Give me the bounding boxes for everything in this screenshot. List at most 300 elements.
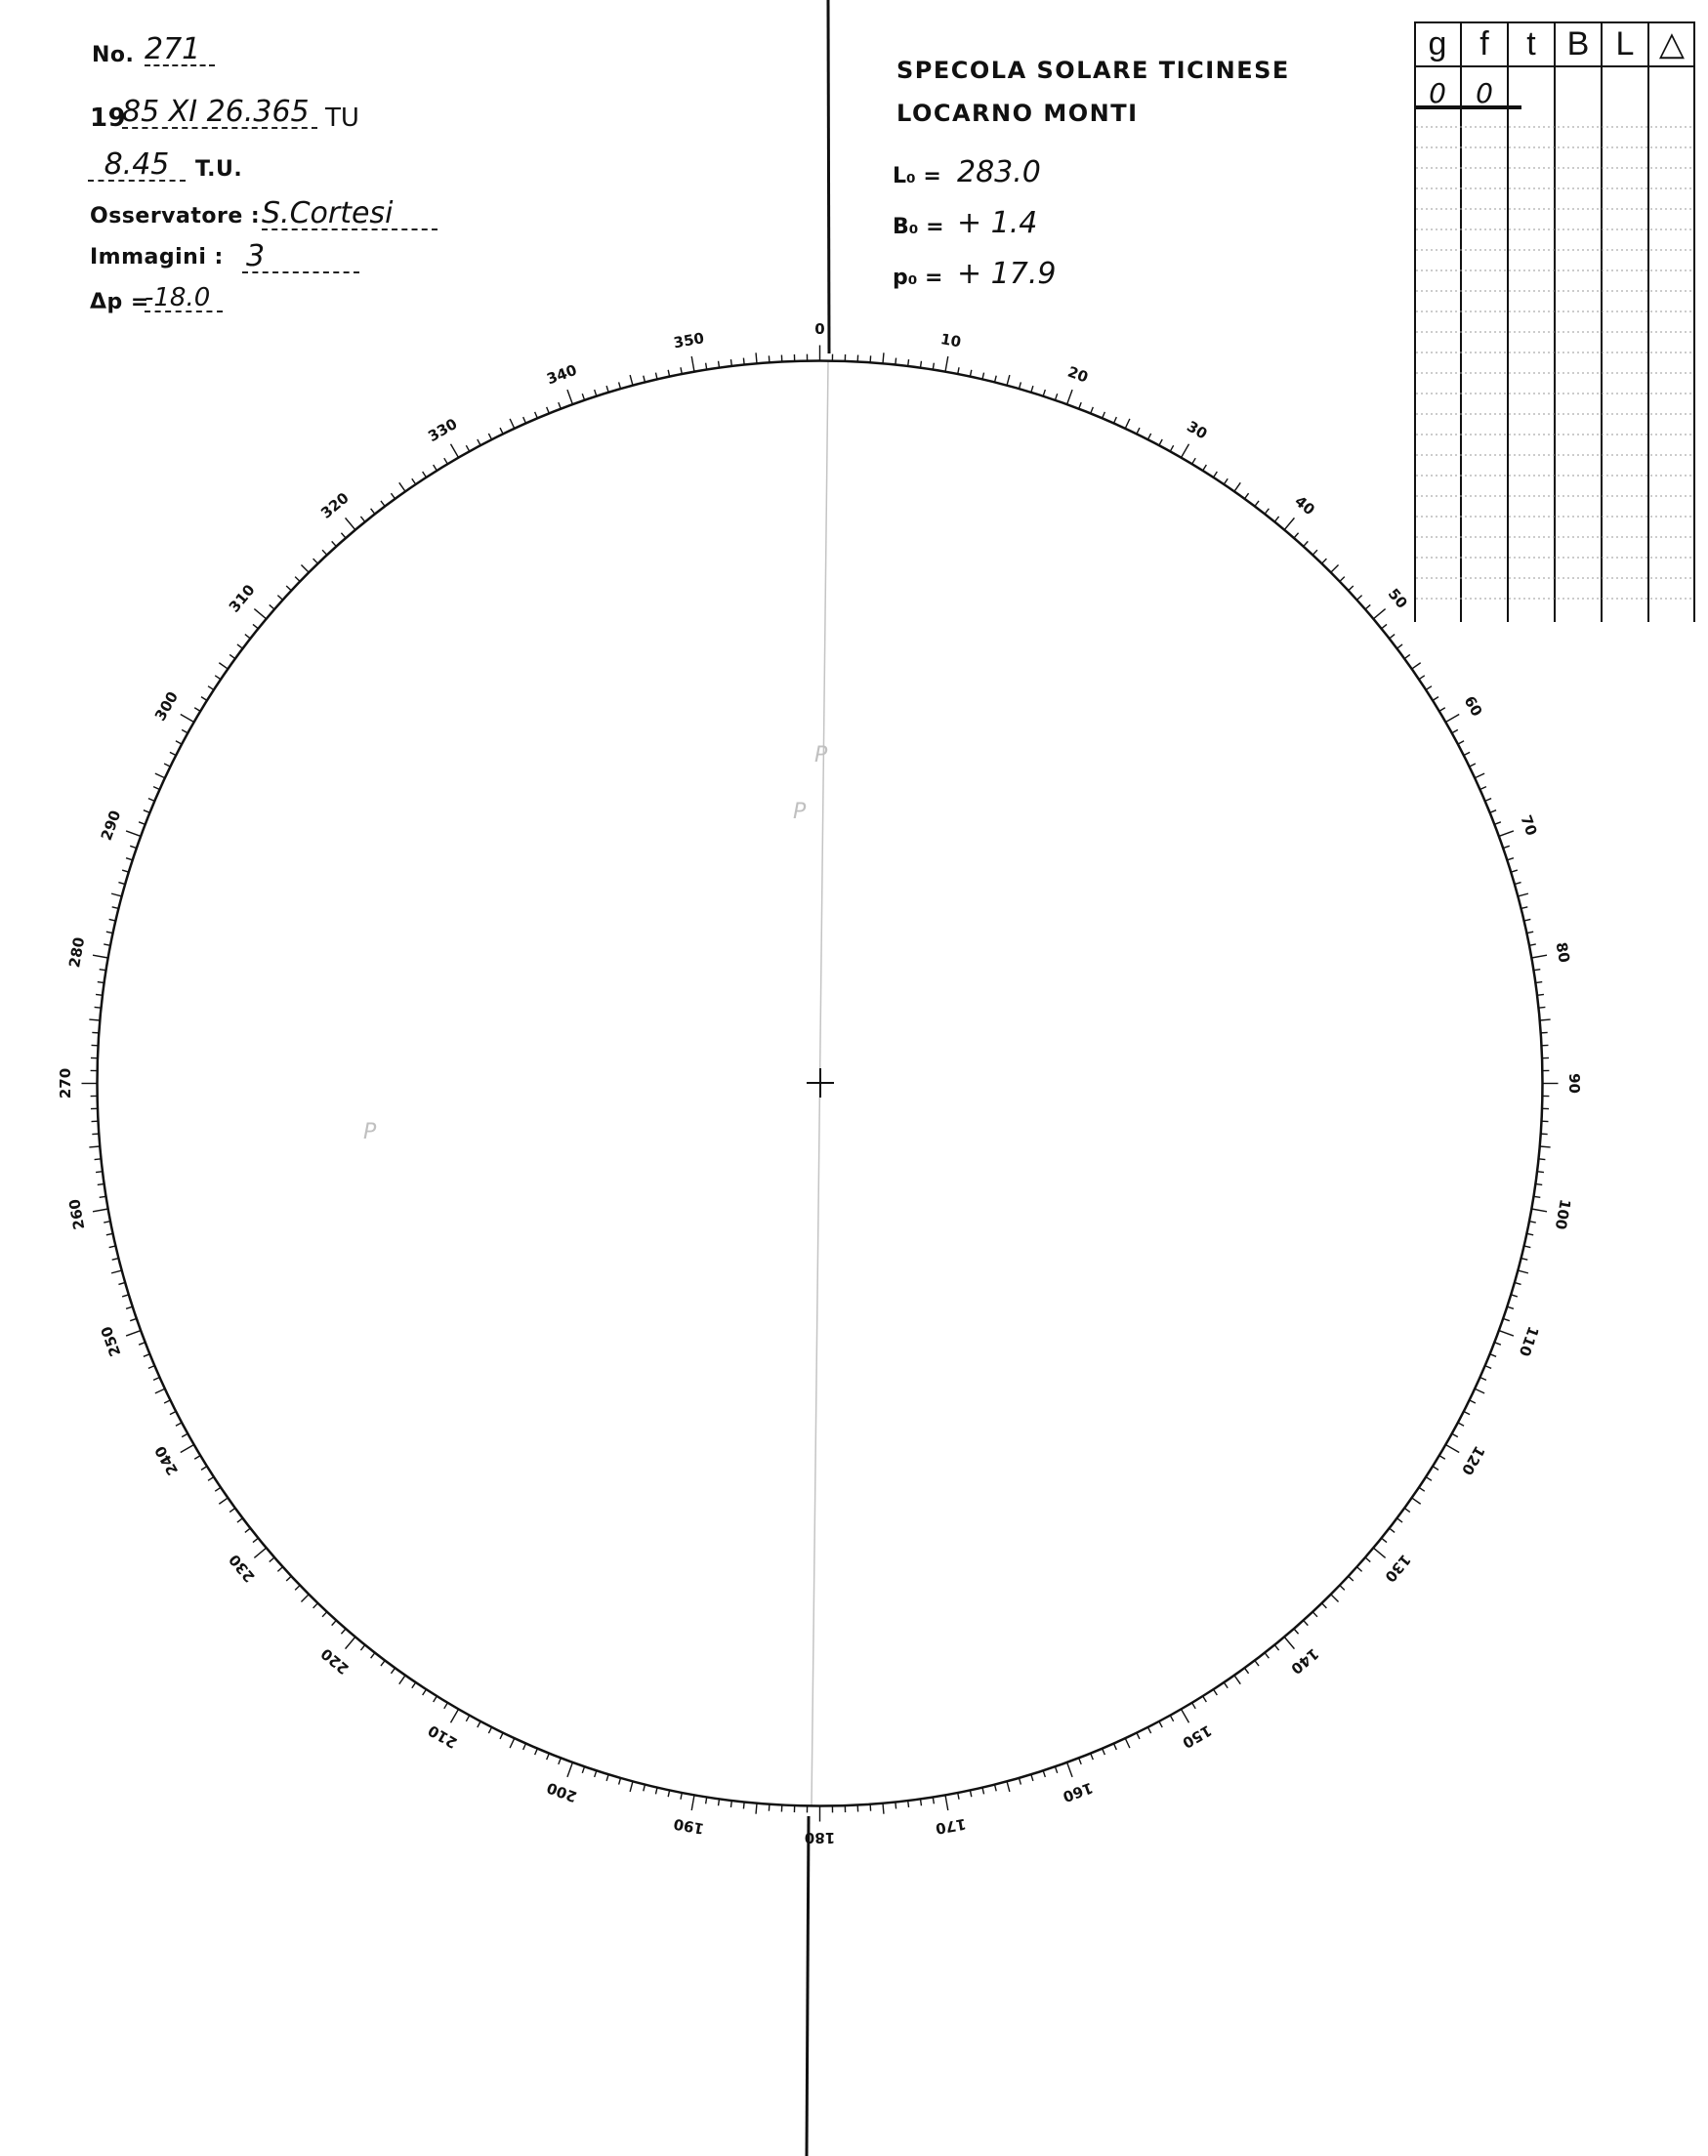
scale-tick [451,444,459,458]
scale-label: 70 [1517,812,1541,839]
scale-tick [1439,1456,1445,1460]
scale-tick [970,1790,971,1797]
scale-tick [466,1716,469,1721]
scale-tick [164,1400,170,1403]
scale-tick [630,375,633,386]
scale-tick [606,1774,608,1781]
scale-tick [1503,1318,1510,1320]
scale-tick [1524,1246,1531,1248]
scale-tick [523,417,526,423]
scale-tick [182,729,187,732]
scale-tick [1404,654,1410,658]
images-label: Immagini : [90,245,224,270]
scale-tick [500,428,503,434]
scale-tick [176,741,182,744]
scale-tick [109,919,116,921]
scale-tick [606,386,608,393]
scale-tick [1055,394,1057,400]
scale-tick [547,1754,550,1760]
scale-tick [1331,564,1339,572]
scale-tick [559,402,562,409]
scale-label: 100 [1551,1197,1574,1231]
scale-tick [93,1209,108,1212]
scale-tick [1043,1770,1045,1777]
scale-tick [122,1295,129,1297]
scale-label: 110 [1515,1323,1543,1359]
scale-tick [1113,417,1116,423]
observatory-name: SPECOLA SOLARE TICINESE [896,57,1290,84]
scale-tick [122,870,129,872]
scale-label: 340 [544,360,580,389]
scale-tick [1538,1159,1545,1160]
scale-tick [130,846,137,848]
scale-tick [286,1576,291,1581]
scale-tick [1485,799,1491,802]
pencil-mark: P [363,1120,377,1144]
L0-value: 283.0 [957,155,1041,189]
scale-tick [1007,1781,1010,1792]
scale-tick [478,1721,480,1727]
scale-tick [1356,596,1361,601]
scale-tick [245,1528,251,1532]
scale-tick [194,708,200,712]
observer-label: Osservatore : [90,204,261,228]
scale-tick [1265,509,1269,515]
scale-tick [1103,1749,1105,1755]
scale-tick [111,893,122,896]
scale-tick [1224,478,1228,484]
delta-p-label: Δp = [90,290,149,314]
scale-tick [1426,686,1432,690]
scale-tick [1113,1744,1116,1750]
scale-tick [313,1603,318,1608]
scale-tick [1503,846,1510,848]
images-value: 3 [242,242,359,273]
scale-tick [743,358,744,365]
scale-tick [1485,1366,1491,1369]
scale-tick [130,1318,137,1320]
scale-tick [1537,1172,1544,1173]
scale-tick [95,1007,102,1008]
scale-tick [391,1668,395,1674]
scale-label: 50 [1384,585,1411,612]
scale-tick [144,1354,149,1357]
scale-tick [1274,1645,1278,1650]
scale-label: 140 [1287,1644,1322,1679]
scale-tick [1396,644,1402,648]
scale-tick [144,810,149,813]
scale-tick [237,1518,243,1522]
scale-tick [153,1377,159,1380]
scale-tick [1255,501,1259,507]
scale-tick [1365,604,1370,609]
scale-tick [194,1456,200,1460]
scale-tick [98,982,104,983]
scale-tick [1192,1703,1196,1709]
scale-tick [1445,715,1459,723]
scale-tick [391,493,395,499]
scale-tick [559,1758,562,1764]
scale-tick [1349,586,1354,591]
scale-tick [1445,1445,1459,1453]
scale-tick [1531,955,1547,958]
scale-label: 150 [1179,1721,1215,1753]
scale-label: 240 [150,1442,183,1478]
scale-tick [170,1411,176,1414]
scale-tick [1265,1653,1269,1659]
scale-tick [1475,773,1484,778]
scale-tick [510,419,515,429]
scale-tick [523,1744,526,1750]
scale-tick [668,1790,669,1797]
scale-tick [1079,1758,1082,1764]
scale-tick [1091,407,1094,413]
col-head-f: f [1479,25,1489,62]
number-value: 271 [145,35,215,66]
scale-tick [691,1795,694,1810]
scale-label: 250 [97,1323,125,1359]
scale-tick [286,586,291,591]
scale-tick [434,1696,437,1702]
scale-tick [245,635,251,639]
scale-label: 120 [1457,1442,1489,1478]
scale-tick [148,799,154,802]
scale-tick [95,1159,102,1160]
scale-tick [254,1548,266,1557]
scale-label: 320 [317,488,353,522]
scale-tick [1234,482,1240,491]
scale-tick [1304,541,1309,546]
scale-tick [1147,434,1150,439]
scale-tick [399,482,405,491]
scale-tick [1079,402,1082,409]
scale-tick [219,663,228,669]
scale-tick [1475,1389,1484,1393]
scale-tick [1224,1682,1228,1688]
scale-tick [270,1557,274,1562]
scale-tick [112,907,119,909]
scale-tick [1531,1209,1547,1212]
scale-tick [478,439,480,445]
cell-f-value: 0 [1476,77,1493,109]
scale-label: 60 [1460,692,1486,720]
scale-tick [1494,822,1501,825]
scale-tick [118,1282,125,1284]
scale-tick [995,376,997,383]
scale-tick [93,955,108,958]
scale-tick [111,1270,122,1273]
scale-tick [1458,1423,1464,1426]
scale-tick [253,1538,258,1542]
scale-tick [1349,1576,1354,1581]
scale-tick [1540,1019,1551,1020]
scale-label: 160 [1060,1778,1096,1806]
scale-tick [1055,1766,1057,1773]
scale-tick [1494,1343,1501,1346]
scale-tick [730,359,731,366]
scale-tick [1294,1629,1299,1634]
scale-tick [98,1183,104,1184]
delta-p-value: -18.0 [145,285,223,312]
scale-tick [908,359,909,366]
scale-label: 330 [425,414,461,446]
scale-tick [89,1019,100,1020]
scale-tick [126,831,141,836]
scale-label: 170 [934,1814,968,1838]
scale-tick [1464,1411,1470,1414]
vertical-axis-bottom [807,1816,809,2156]
scale-tick [434,465,437,471]
scale-tick [341,533,346,538]
scale-tick [295,1586,300,1591]
scale-tick [1507,858,1514,860]
scale-tick [1043,390,1045,396]
scale-tick [1170,445,1173,451]
scale-tick [644,1785,646,1792]
scale-tick [619,1778,621,1785]
scale-tick [982,373,984,380]
pencil-mark: P [793,800,807,824]
scale-label: 300 [150,688,183,725]
scale-tick [1147,1727,1150,1733]
scale-tick [719,1799,720,1805]
scale-tick [982,1788,984,1795]
col-head-B: B [1566,25,1590,62]
scale-tick [126,1306,133,1308]
scale-tick [1031,386,1033,393]
scale-tick [1031,1774,1033,1781]
scale-tick [1499,831,1514,836]
scale-tick [1284,1637,1294,1648]
scale-tick [106,1233,113,1234]
scale-tick [96,994,103,995]
scale-tick [423,1689,427,1695]
scale-tick [215,676,221,680]
scale-tick [655,1788,657,1795]
scale-tick [510,1738,515,1748]
scale-tick [488,434,491,439]
scale-tick [1067,1762,1072,1777]
scale-tick [360,1645,364,1650]
scale-tick [1404,1508,1410,1512]
pencil-mark: P [814,743,828,767]
scale-tick [270,604,274,609]
scale-tick [1515,883,1521,885]
scale-tick [254,609,266,619]
scale-tick [96,1172,103,1173]
scale-tick [970,370,971,377]
scale-tick [920,1799,921,1805]
scale-tick [1091,1754,1094,1760]
scale-tick [1214,472,1218,477]
scale-tick [412,1682,416,1688]
scale-tick [1322,1603,1327,1608]
scale-tick [630,1781,633,1792]
scale-tick [208,1477,214,1481]
time-value: 8.45 [88,150,186,182]
date-value: 85 XI 26.365 [122,98,317,129]
scale-tick [595,1770,597,1777]
scale-tick [229,1508,235,1512]
scale-tick [500,1733,503,1739]
scale-label: 350 [672,329,706,352]
scale-tick [208,686,214,690]
scale-tick [1125,419,1130,429]
col-head-g: g [1428,25,1447,62]
scale-label: 270 [57,1067,74,1099]
scale-tick [1540,1146,1551,1147]
scale-label: 230 [225,1551,259,1586]
scale-tick [1490,1354,1496,1357]
scale-tick [1515,1282,1521,1284]
scale-label: 290 [97,808,125,844]
scale-tick [1322,559,1327,563]
scale-tick [1511,870,1518,872]
scale-tick [908,1801,909,1807]
scale-tick [444,1703,448,1709]
scale-tick [1382,624,1387,628]
scale-label: 90 [1565,1073,1583,1094]
date-suffix: TU [325,104,359,133]
scale-label: 260 [65,1197,89,1231]
scale-tick [1452,729,1458,732]
scale-tick [371,1653,375,1659]
scale-label: 80 [1552,940,1573,965]
B0-label: B₀ = [893,215,944,239]
scale-tick [399,1676,405,1684]
cell-g-value: 0 [1429,77,1446,109]
scale-tick [1480,787,1486,790]
scale-tick [423,472,427,477]
scale-tick [1396,1518,1402,1522]
scale-tick [253,624,258,628]
scale-tick [181,715,194,723]
scale-tick [655,373,657,380]
scale-tick [582,1766,584,1773]
scale-tick [155,1389,165,1393]
scale-tick [883,1804,884,1814]
scale-tick [1452,1433,1458,1436]
scale-tick [237,644,243,648]
scale-tick [1426,1477,1432,1481]
scale-tick [1312,550,1317,555]
vertical-axis-top [828,0,829,353]
scale-tick [995,1785,997,1792]
scale-tick [371,509,375,515]
scale-tick [341,1629,346,1634]
scale-tick [412,478,416,484]
scale-tick [1007,375,1010,386]
scale-tick [1433,697,1438,701]
scale-tick [582,394,584,400]
scale-tick [1019,1778,1021,1785]
scale-tick [1526,1233,1533,1234]
scale-tick [176,1423,182,1426]
scale-tick [229,654,235,658]
scale-label: 0 [814,320,825,338]
scale-label: 180 [804,1829,836,1846]
scale-tick [1490,810,1496,813]
scale-tick [148,1366,154,1369]
scale-tick [1518,1270,1528,1273]
scale-label: 200 [544,1778,580,1806]
col-head-L: L [1615,25,1635,62]
scale-label: 280 [65,935,89,970]
p0-label: p₀ = [893,266,943,290]
time-suffix: T.U. [195,157,243,182]
scale-tick [1537,994,1544,995]
scale-tick [451,1709,459,1722]
scale-tick [126,1331,141,1336]
scale-tick [381,501,385,507]
B0-value: + 1.4 [957,206,1038,240]
scale-tick [346,518,355,529]
scale-tick [1412,663,1421,669]
scale-tick [756,352,757,363]
scale-tick [743,1802,744,1808]
scale-tick [1464,752,1470,755]
scale-tick [1312,1612,1317,1617]
scale-label: 10 [938,330,963,352]
scale-tick [1412,1498,1421,1504]
date-prefix: 19 [90,104,127,133]
scale-tick [1203,465,1207,471]
scale-tick [1170,1716,1173,1721]
scale-tick [691,356,694,372]
scale-tick [1419,676,1425,680]
scale-label: 40 [1291,492,1318,519]
scale-tick [118,883,125,885]
scale-tick [1499,1331,1514,1336]
scale-tick [1137,1733,1140,1739]
scale-tick [644,376,646,383]
scale-tick [1340,1586,1345,1591]
scale-tick [313,559,318,563]
scale-tick [1373,609,1385,619]
scale-tick [360,517,364,521]
scale-tick [1382,1538,1387,1542]
scale-tick [153,787,159,790]
scale-tick [322,550,327,555]
scale-tick [106,932,113,933]
scale-tick [535,1749,538,1755]
scale-tick [945,1795,948,1810]
scale-tick [1521,1259,1528,1261]
scale-tick [1274,517,1278,521]
number-label: No. [92,43,135,67]
scale-tick [1067,390,1072,404]
scale-tick [1182,444,1189,458]
scale-tick [1524,919,1531,921]
scale-tick [1470,1400,1476,1403]
scale-tick [277,596,282,601]
p0-value: + 17.9 [957,257,1057,291]
scale-tick [277,1567,282,1572]
scale-tick [219,1498,228,1504]
scale-tick [1214,1689,1218,1695]
scale-tick [883,352,884,363]
scale-tick [1304,1620,1309,1625]
scale-tick [1535,982,1542,983]
scale-tick [1470,764,1476,767]
scale-tick [1019,382,1021,389]
scale-tick [1182,1709,1189,1722]
col-head-t: t [1526,25,1536,62]
scale-tick [466,445,469,451]
scale-tick [1538,1007,1545,1008]
scale-tick [1284,518,1294,529]
scale-tick [1521,907,1528,909]
